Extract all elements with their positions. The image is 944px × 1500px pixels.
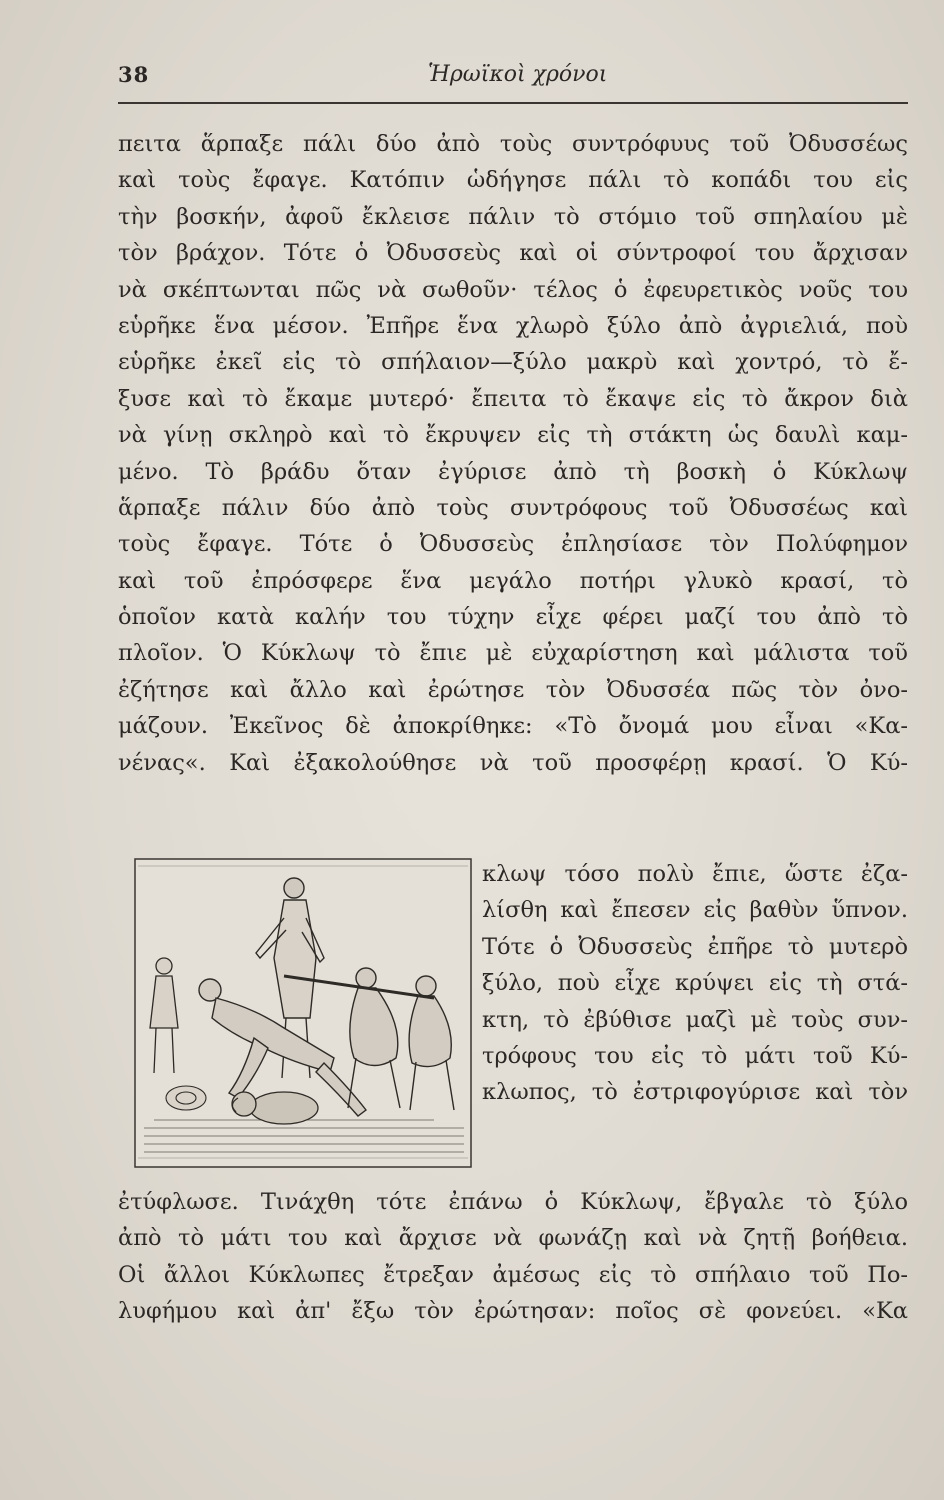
- text-line: τὸν βράχον. Τότε ὁ Ὀδυσσεὺς καὶ οἱ σύντροφοί του ἄρχισαν: [118, 240, 908, 267]
- text-line: ξυσε καὶ τὸ ἔκαμε μυτερό· ἔπειτα τὸ ἔκαψε εἰς τὸ ἄκρον διὰ: [118, 385, 908, 412]
- text-line: ἀπὸ τὸ μάτι του καὶ ἄρχισε νὰ φωνάζῃ καὶ νὰ ζητῇ βοήθεια.: [118, 1225, 908, 1252]
- text-line: κλωπος, τὸ ἐστριφογύρισε καὶ τὸν: [482, 1079, 908, 1106]
- text-line: εὑρῆκε ἐκεῖ εἰς τὸ σπήλαιον—ξύλο μακρὺ καὶ χοντρό, τὸ ἔ-: [118, 349, 908, 376]
- text-line: μάζουν. Ἐκεῖνος δὲ ἀποκρίθηκε: «Τὸ ὄνομά μου εἶναι «Κα-: [118, 713, 908, 740]
- text-line: λίσθη καὶ ἔπεσεν εἰς βαθὺν ὕπνον.: [482, 897, 908, 924]
- illustration-odysseus-blinding-cyclops: [134, 858, 472, 1168]
- text-line: ὁποῖον κατὰ καλήν του τύχην εἶχε φέρει μαζί του ἀπὸ τὸ: [118, 604, 908, 631]
- text-line: πλοῖον. Ὁ Κύκλωψ τὸ ἔπιε μὲ εὐχαρίστηση καὶ μάλιστα τοῦ: [118, 640, 908, 667]
- text-line: ξύλο, ποὺ εἶχε κρύψει εἰς τὴ στά-: [482, 970, 908, 997]
- text-line: κλωψ τόσο πολὺ ἔπιε, ὥστε ἐζα-: [482, 861, 908, 887]
- text-line: πειτα ἅρπαξε πάλι δύο ἀπὸ τοὺς συντρόφυυς τοῦ Ὀδυσσέως: [118, 131, 908, 157]
- running-title: Ἡρωϊκοὶ χρόνοι: [428, 62, 608, 87]
- text-line: νένας«. Καὶ ἐξακολούθησε νὰ τοῦ προσφέρῃ κρασί. Ὁ Κύ-: [118, 749, 908, 776]
- text-line: τρόφους του εἰς τὸ μάτι τοῦ Κύ-: [482, 1042, 908, 1069]
- text-line: Τότε ὁ Ὀδυσσεὺς ἐπῆρε τὸ μυτερὸ: [482, 933, 908, 960]
- text-line: καὶ τοὺς ἔφαγε. Κατόπιν ὡδήγησε πάλι τὸ κοπάδι του εἰς: [118, 167, 908, 194]
- text-line: μένο. Τὸ βράδυ ὅταν ἐγύρισε ἀπὸ τὴ βοσκὴ ὁ Κύκλωψ: [118, 458, 908, 485]
- page-header: [118, 62, 908, 102]
- header-rule: [118, 102, 908, 104]
- closing-text: [118, 1184, 908, 1330]
- wrapped-text: [482, 856, 908, 1111]
- text-line: νὰ γίνῃ σκληρὸ καὶ τὸ ἔκρυψεν εἰς τὴ στάκτη ὡς δαυλὶ καμ-: [118, 422, 908, 449]
- text-line: ἐτύφλωσε. Τινάχθη τότε ἐπάνω ὁ Κύκλωψ, ἔβγαλε τὸ ξύλο: [118, 1189, 908, 1215]
- text-line: καὶ τοῦ ἐπρόσφερε ἕνα μεγάλο ποτήρι γλυκὸ κρασί, τὸ: [118, 567, 908, 594]
- text-line: νὰ σκέπτωνται πῶς νὰ σωθοῦν· τέλος ὁ ἐφευρετικὸς νοῦς του: [118, 276, 908, 303]
- text-line: ἅρπαξε πάλιν δύο ἀπὸ τοὺς συντρόφους τοῦ Ὀδυσσέως καὶ: [118, 494, 908, 521]
- page-number: 38: [118, 62, 150, 87]
- body-text: [118, 126, 908, 781]
- text-line: λυφήμου καὶ ἀπ' ἔξω τὸν ἐρώτησαν: ποῖος σὲ φονεύει. «Κα: [118, 1298, 908, 1325]
- text-line: ἐζήτησε καὶ ἄλλο καὶ ἐρώτησε τὸν Ὀδυσσέα πῶς τὸν ὀνο-: [118, 676, 908, 703]
- text-line: Οἱ ἄλλοι Κύκλωπες ἔτρεξαν ἀμέσως εἰς τὸ σπήλαιο τοῦ Πο-: [118, 1261, 908, 1288]
- text-line: τὴν βοσκήν, ἀφοῦ ἔκλεισε πάλιν τὸ στόμιο τοῦ σπηλαίου μὲ: [118, 203, 908, 230]
- text-line: τοὺς ἔφαγε. Τότε ὁ Ὀδυσσεὺς ἐπλησίασε τὸν Πολύφημον: [118, 531, 908, 558]
- text-line: κτη, τὸ ἐβύθισε μαζὶ μὲ τοὺς συν-: [482, 1006, 908, 1033]
- text-line: εὑρῆκε ἕνα μέσον. Ἐπῆρε ἕνα χλωρὸ ξύλο ἀπὸ ἀγριελιά, ποὺ: [118, 312, 908, 339]
